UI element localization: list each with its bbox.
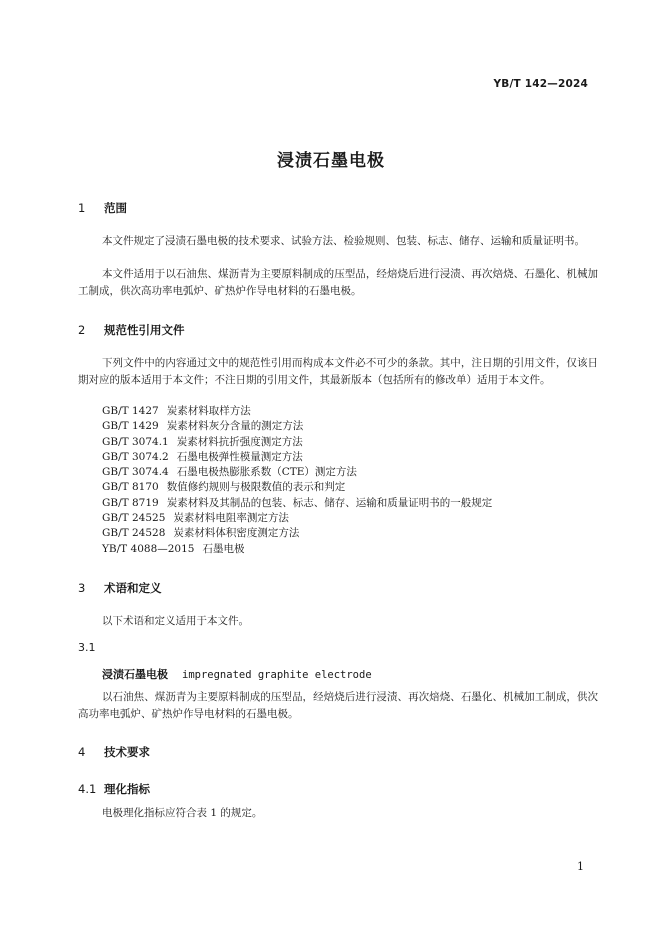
section-2-heading [78,322,185,338]
reference-item [102,526,492,541]
section-3-heading [78,580,162,596]
reference-code: GB/T 24525 [102,512,166,525]
reference-title: 炭素材料及其制品的包装、标志、储存、运输和质量证明书的一般规定 [166,496,493,509]
terms-intro: 以下术语和定义适用于本文件。 [102,615,249,627]
reference-code: YB/T 4088—2015 [102,542,195,555]
reference-code: GB/T 24528 [102,527,166,540]
section-4-heading [78,744,150,760]
reference-title: 炭素材料电阻率测定方法 [173,512,289,525]
reference-code: GB/T 8719 [102,496,159,509]
reference-item [102,419,492,434]
reference-code: GB/T 3074.2 [102,450,169,463]
subsection-4-1-heading [78,781,150,797]
standard-code: YB/T 142—2024 [493,78,588,90]
scope-paragraph-1: 本文件规定了浸渍石墨电极的技术要求、试验方法、检验规则、包装、标志、储存、运输和质量证明书。 [102,235,585,247]
section-title: 规范性引用文件 [104,323,185,337]
reference-code: GB/T 3074.4 [102,466,169,479]
reference-item [102,496,492,511]
reference-title: 石墨电极热膨胀系数（CTE）测定方法 [176,466,357,479]
term-entry [102,666,372,682]
section-title: 术语和定义 [104,581,162,595]
reference-code: GB/T 3074.1 [102,435,169,448]
reference-title: 石墨电极弹性模量测定方法 [176,450,303,463]
section-title: 技术要求 [104,745,150,759]
term-definition: 以石油焦、煤沥青为主要原料制成的压型品，经焙烧后进行浸渍、再次焙烧、石墨化、机械加工制成，供次高功率电弧炉、矿热炉作导电材料的石墨电极。 [78,691,598,720]
reference-item [102,404,492,419]
term-chinese: 浸渍石墨电极 [102,668,168,681]
section-number: 1 [78,201,86,215]
reference-title: 数值修约规则与极限数值的表示和判定 [166,481,346,494]
reference-list [102,404,492,557]
term-number: 3.1 [78,641,96,654]
reference-item [102,450,492,465]
document-title: 浸渍石墨电极 [277,151,385,171]
reference-item [102,435,492,450]
reference-title: 石墨电极 [202,542,245,555]
term-english: impregnated graphite electrode [182,669,372,681]
reference-code: GB/T 1427 [102,405,159,417]
reference-item [102,542,492,557]
physicochemical-requirement-text: 电极理化指标应符合表 1 的规定。 [102,807,263,819]
reference-item [102,511,492,526]
scope-paragraph-2: 本文件适用于以石油焦、煤沥青为主要原料制成的压型品，经焙烧后进行浸渍、再次焙烧、石墨化、机械加工制成，供次高功率电弧炉、矿热炉作导电材料的石墨电极。 [78,268,598,297]
reference-title: 炭素材料取样方法 [166,405,251,417]
reference-code: GB/T 1429 [102,420,159,433]
subsection-title: 理化指标 [104,782,150,796]
section-number: 3 [78,581,86,595]
reference-title: 炭素材料灰分含量的测定方法 [166,420,304,433]
subsection-number: 4.1 [78,782,97,796]
section-number: 4 [78,745,86,759]
reference-title: 炭素材料体积密度测定方法 [173,527,300,540]
reference-title: 炭素材料抗折强度测定方法 [176,435,303,448]
normative-references-intro: 下列文件中的内容通过文中的规范性引用而构成本文件必不可少的条款。其中，注日期的引用文件，仅该日期对应的版本适用于本文件；不注日期的引用文件，其最新版本（包括所有的修改单）适用于本文件。 [78,357,598,386]
section-title: 范围 [104,201,127,215]
reference-item [102,465,492,480]
reference-item [102,480,492,495]
page-number: 1 [577,860,584,873]
section-number: 2 [78,323,86,337]
section-1-heading [78,200,127,216]
reference-code: GB/T 8170 [102,481,159,494]
